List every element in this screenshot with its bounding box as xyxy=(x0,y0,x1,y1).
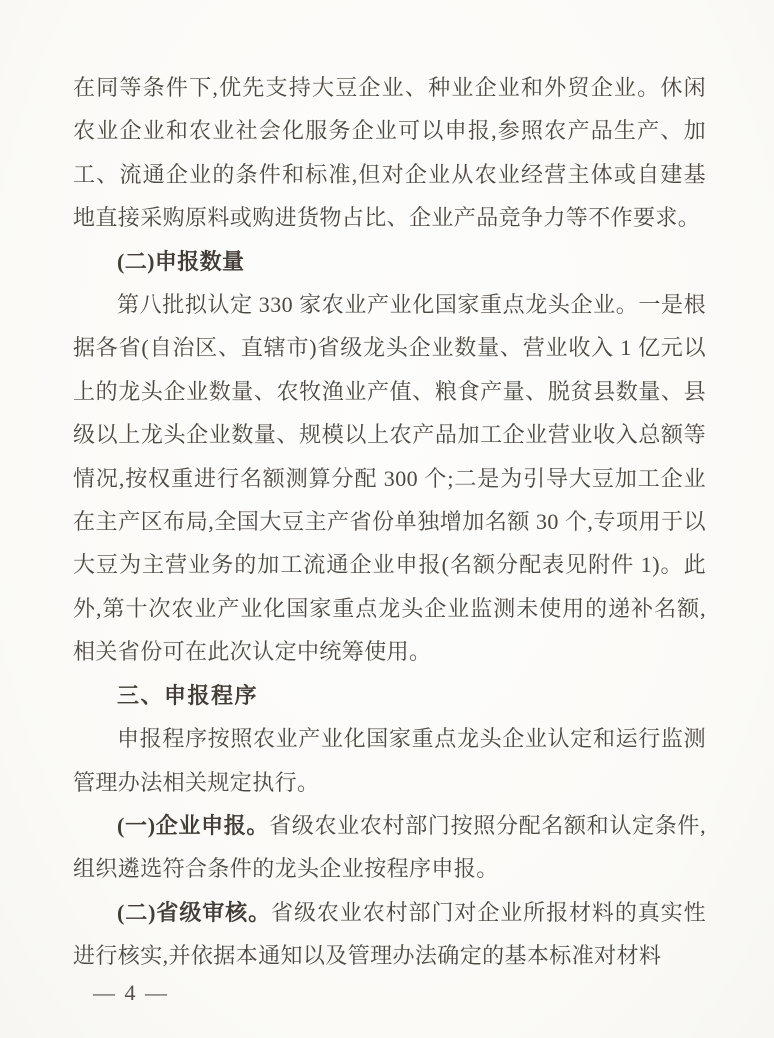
page-number: — 4 — xyxy=(93,980,169,1005)
paragraph-text-provincial-review: 省级农业农村部门对企业所报材料的真实性进行核实,并依据本通知以及管理办法确定的基本标准对材料 xyxy=(73,899,707,969)
paragraph-lead-enterprise-application: (一)企业申报。 xyxy=(117,812,270,838)
paragraph-enterprise-application xyxy=(73,804,706,891)
paragraph-procedure-basis: 申报程序按照农业产业化国家重点龙头企业认定和运行监测管理办法相关规定执行。 xyxy=(73,726,706,795)
paragraph-lead-provincial-review: (二)省级审核。 xyxy=(117,899,272,925)
paragraph-continuation: 在同等条件下,优先支持大豆企业、种业企业和外贸企业。休闲农业企业和农业社会化服务企业可以申报,参照农产品生产、加工、流通企业的条件和标准,但对企业从农业经营主体或自建基地直接采购原料或购进货物占比、企业产品竞争力等不作要求。 xyxy=(73,75,706,231)
document-body xyxy=(73,66,706,978)
section-heading-application-quantity: (二)申报数量 xyxy=(117,248,245,274)
section-heading-application-procedure: 三、申报程序 xyxy=(117,682,259,708)
paragraph-text-enterprise-application: 省级农业农村部门按照分配名额和认定条件,组织遴选符合条件的龙头企业按程序申报。 xyxy=(73,812,706,882)
paragraph-quota-allocation: 第八批拟认定 330 家农业产业化国家重点龙头企业。一是根据各省(自治区、直辖市)省级龙头企业数量、营业收入 1 亿元以上的龙头企业数量、农牧渔业产值、粮食产量、脱贫县数量、县级以上龙头企业数量、规模以上农产品加工企业营业收入总额等情况,按权重进行名额测算分配 300 个;二是为引导大豆加工企业在主产区布局,全国大豆主产省份单独增加名额 30 个,专项用于以大豆为主营业务的加工流通企业申报(名额分配表见附件 1)。此外,第十次农业产业化国家重点龙头企业监测未使用的递补名额,相关省份可在此次认定中统筹使用。 xyxy=(73,292,706,665)
paragraph-provincial-review xyxy=(73,891,706,978)
